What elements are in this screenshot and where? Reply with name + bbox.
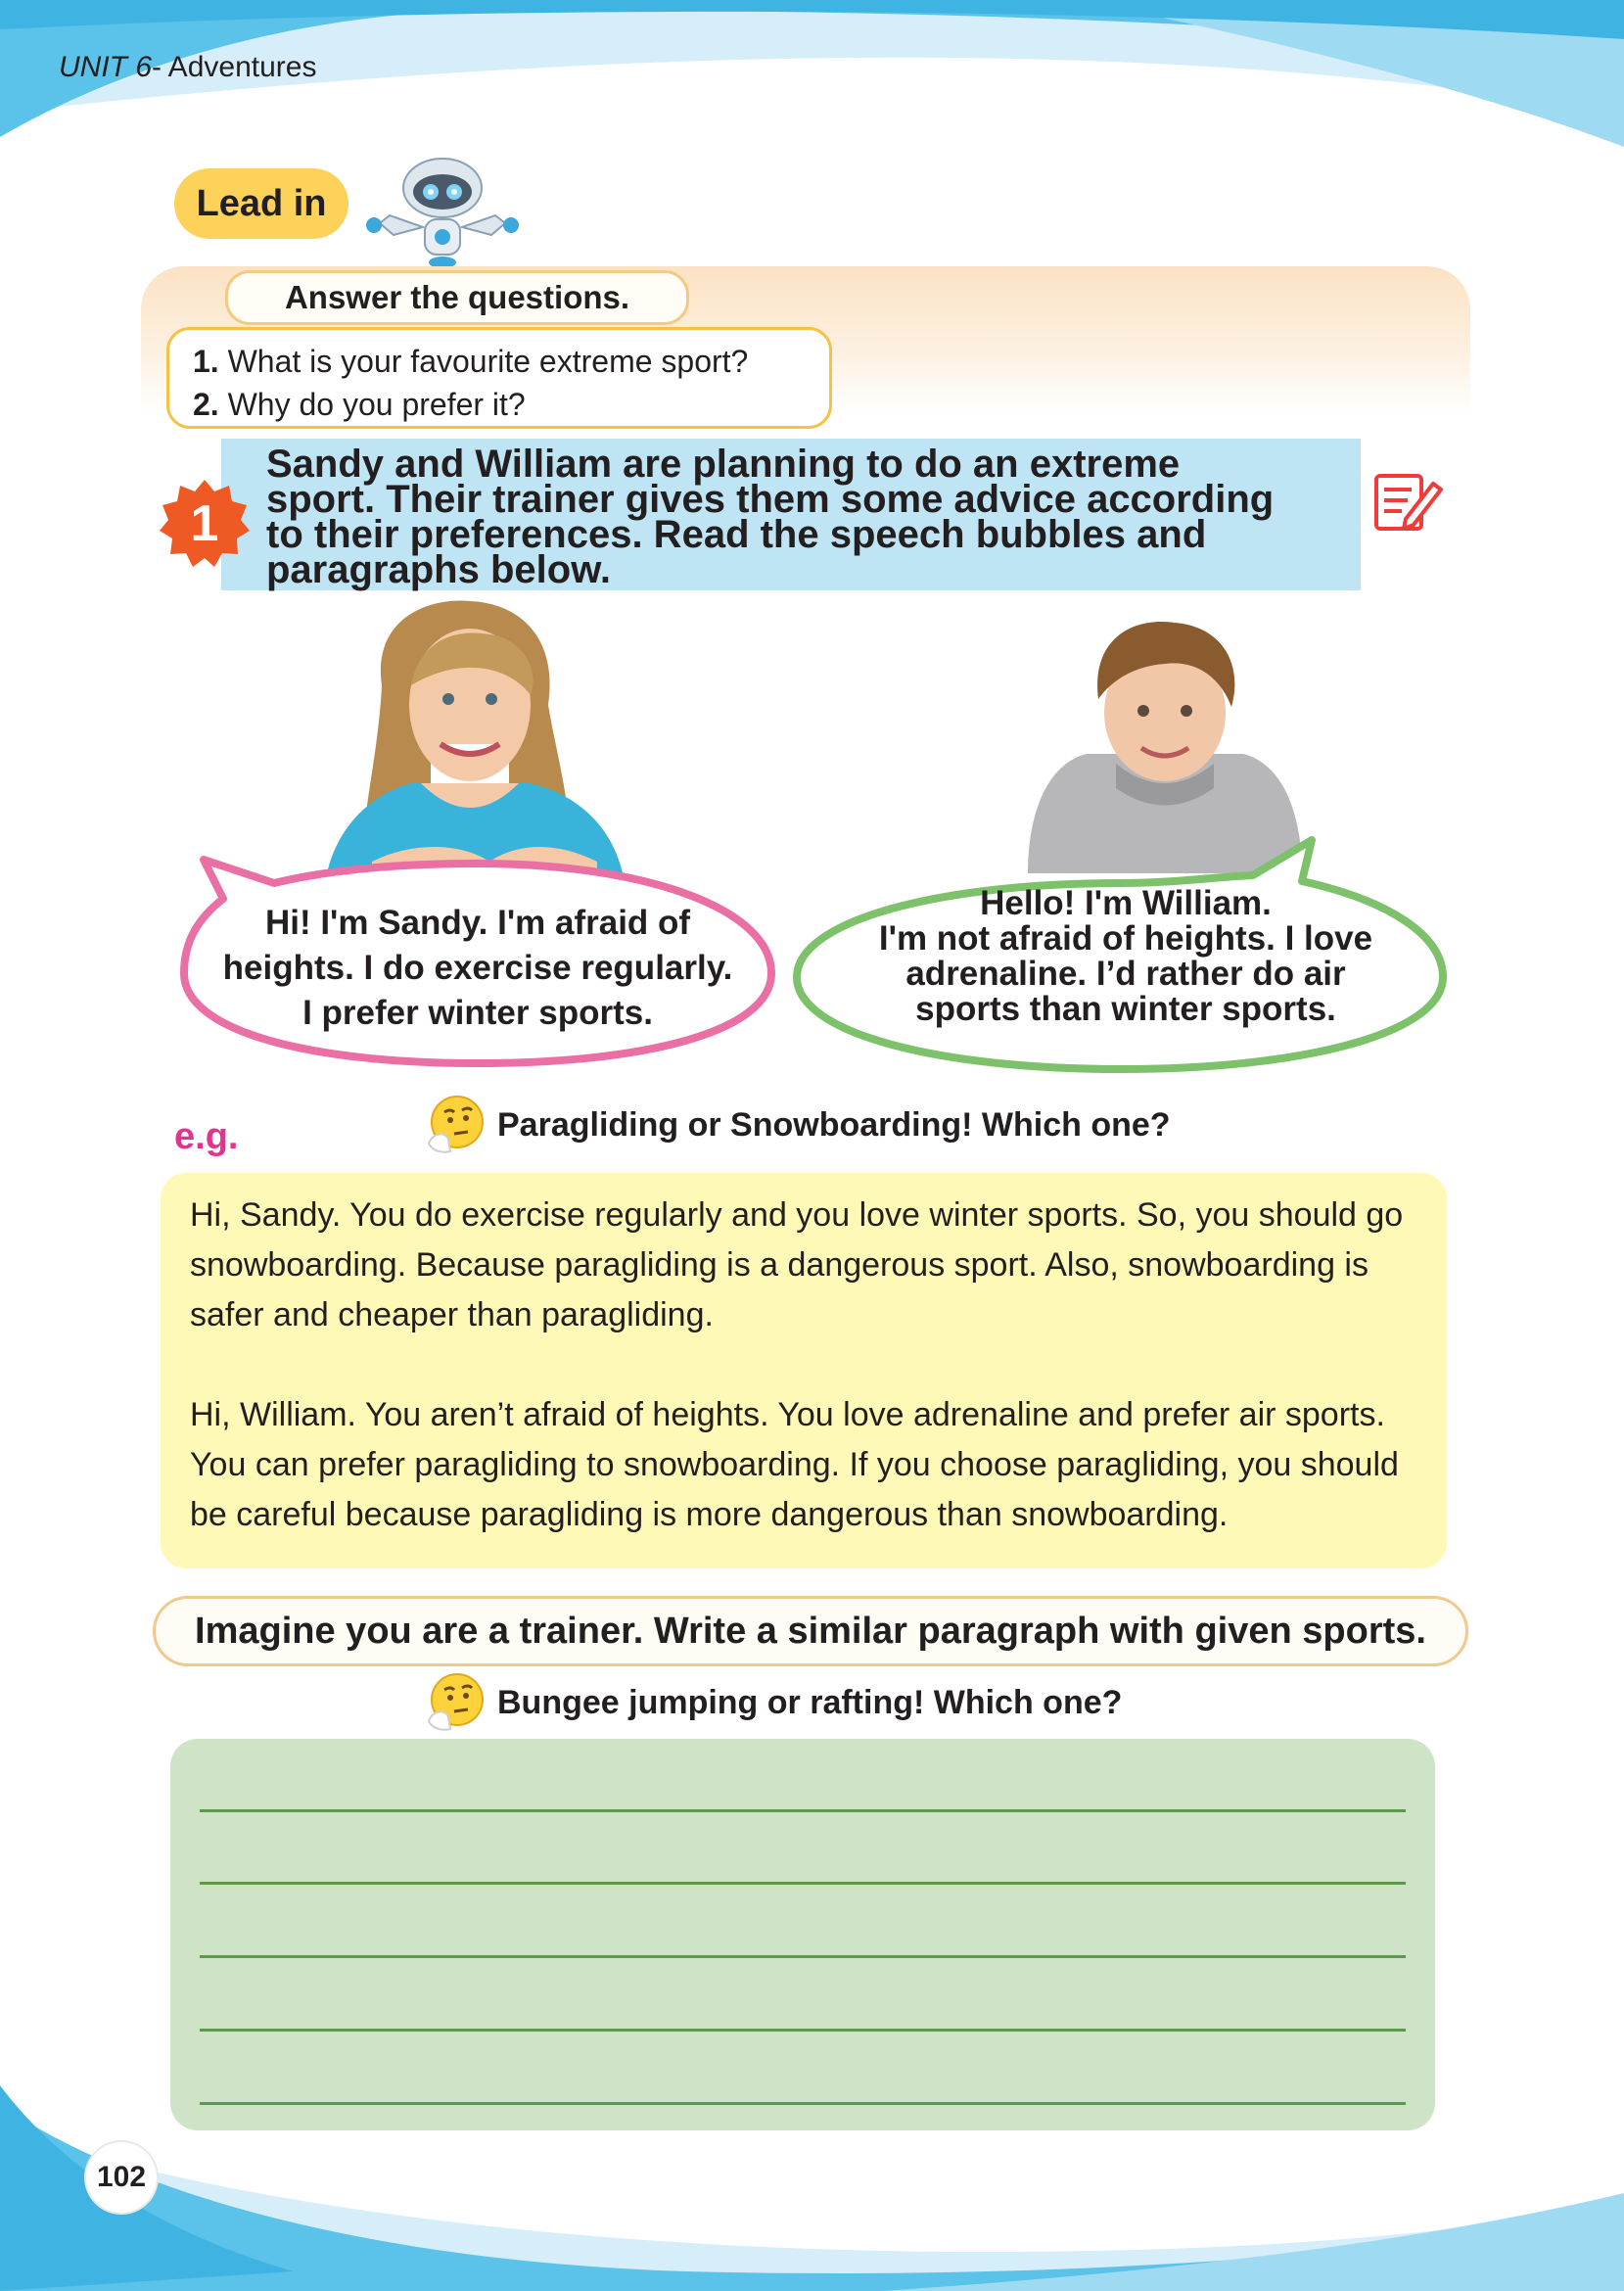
answer-line[interactable] [200, 1955, 1406, 1958]
thinking-face-icon [425, 1672, 486, 1733]
example-paragraph-sandy: Hi, Sandy. You do exercise regularly and you love winter sports. So, you should go snowboarding. Because paragliding is a dangerous sport. Also, snowboarding is safer and cheaper than paragliding. [190, 1196, 1404, 1333]
task-instruction: Imagine you are a trainer. Write a similar paragraph with given sports. [153, 1596, 1468, 1666]
exercise-instruction [266, 443, 1353, 591]
lead-in-label: Lead in [174, 168, 348, 239]
robot-mascot-icon [360, 155, 525, 270]
example-question: Paragliding or Snowboarding! Which one? [497, 1106, 1171, 1144]
question-text: Why do you prefer it? [218, 387, 526, 422]
answer-line[interactable] [200, 2029, 1406, 2032]
lead-in-questions [166, 327, 832, 429]
instruction-line: to their preferences. Read the speech bubbles and [266, 513, 1207, 556]
sandy-speech-text [184, 901, 771, 1036]
exercise-number: 1 [190, 495, 219, 552]
bubble-line: I prefer winter sports. [302, 994, 653, 1032]
lead-in-instruction: Answer the questions. [225, 270, 689, 325]
question-number: 1. [193, 344, 219, 379]
instruction-line: Sandy and William are planning to do an extreme [266, 443, 1181, 486]
example-paragraph-william: Hi, William. You aren’t afraid of heights. You love adrenaline and prefer air sports. You can prefer paragliding to snowboarding. If you choose paragliding, you should be careful because paragliding is more dangerous than snowboarding. [190, 1396, 1399, 1533]
william-speech-text [822, 886, 1429, 1027]
unit-name: - Adventures [152, 51, 317, 83]
question-number: 2. [193, 387, 219, 422]
writing-task-icon [1372, 470, 1443, 535]
answer-line[interactable] [200, 1882, 1406, 1885]
unit-number: UNIT 6 [59, 51, 153, 83]
bubble-line: Hi! I'm Sandy. I'm afraid of [264, 904, 691, 942]
bubble-line: sports than winter sports. [915, 990, 1336, 1028]
header-band [0, 0, 1624, 196]
instruction-line: paragraphs below. [266, 548, 611, 591]
bubble-line: adrenaline. I’d rather do air [905, 955, 1346, 993]
page-number: 102 [86, 2142, 157, 2213]
footer-band [0, 2085, 1624, 2291]
question-2 [193, 383, 829, 426]
example-paragraphs [161, 1173, 1447, 1568]
bubble-line: I'm not afraid of heights. I love [878, 919, 1373, 958]
task-question: Bungee jumping or rafting! Which one? [497, 1684, 1123, 1721]
bubble-line: Hello! I'm William. [980, 884, 1272, 922]
thinking-face-icon [425, 1095, 486, 1155]
instruction-line: sport. Their trainer gives them some advice according [266, 478, 1275, 521]
answer-writing-area[interactable] [170, 1739, 1435, 2130]
answer-line[interactable] [200, 1809, 1406, 1812]
question-text: What is your favourite extreme sport? [218, 344, 749, 379]
exercise-number-badge [160, 478, 250, 568]
question-1 [193, 340, 829, 383]
bubble-line: heights. I do exercise regularly. [222, 949, 733, 987]
example-label: e.g. [174, 1116, 239, 1157]
unit-title [59, 51, 316, 84]
